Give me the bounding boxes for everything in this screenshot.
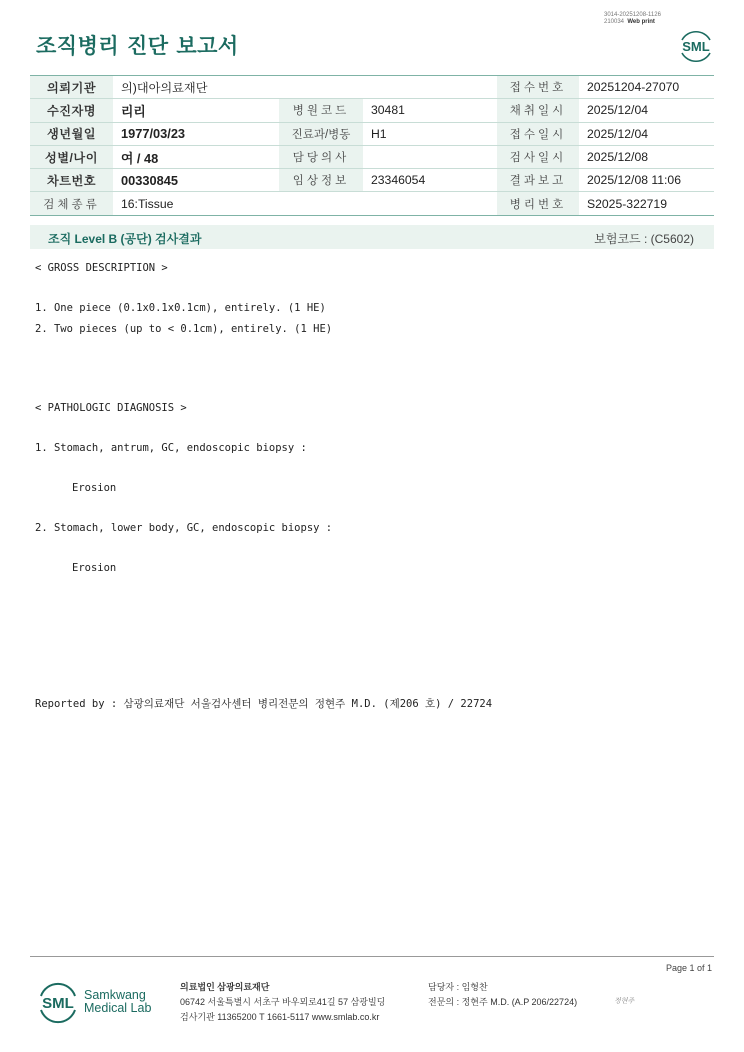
gross-item-2: 2. Two pieces (up to < 0.1cm), entirely. (1 HE) — [35, 323, 333, 335]
diagnosis-header: < PATHOLOGIC DIAGNOSIS > — [35, 402, 187, 414]
info-empty — [279, 192, 363, 215]
info-empty — [363, 192, 497, 215]
info-value: 20251204-27070 — [579, 76, 714, 99]
info-label: 검체종류 — [30, 192, 113, 215]
staff-name: 임형찬 — [461, 982, 488, 992]
reported-by: Reported by : 삼광의료재단 서울검사센터 병리전문의 정현주 M.D. (제206 호) / 22724 — [35, 698, 493, 710]
diagnosis-item-2: 2. Stomach, lower body, GC, endoscopic biopsy : — [35, 522, 333, 534]
result-header-bar — [30, 225, 714, 249]
info-label: 차트번호 — [30, 169, 113, 192]
info-row — [30, 122, 714, 145]
info-value: 16:Tissue — [113, 192, 279, 215]
info-label: 검사일시 — [497, 145, 579, 168]
info-label: 채취일시 — [497, 99, 579, 122]
info-value: S2025-322719 — [579, 192, 714, 215]
org-address: 06742 서울특별시 서초구 바우뫼로41길 57 삼광빌딩 — [180, 997, 386, 1007]
diagnosis-result-1: Erosion — [72, 482, 117, 494]
info-label: 접수번호 — [497, 76, 579, 99]
info-label: 의뢰기관 — [30, 76, 113, 99]
print-code-number: 210034 — [604, 19, 625, 25]
gross-header: < GROSS DESCRIPTION > — [35, 262, 168, 274]
organization-info — [180, 980, 385, 1025]
footer-divider — [30, 956, 714, 957]
info-value: H1 — [363, 122, 497, 145]
web-print-label: Web print — [627, 19, 655, 25]
print-code-line1: 3014-20251208-1126 — [604, 12, 661, 18]
org-name: 의료법인 삼광의료재단 — [180, 982, 270, 992]
info-value: 1977/03/23 — [113, 122, 279, 145]
info-label: 성별/나이 — [30, 145, 113, 168]
info-label: 생년월일 — [30, 122, 113, 145]
result-title: 조직 Level B (공단) 검사결과 — [48, 232, 202, 246]
brand-line-2: Medical Lab — [84, 1001, 152, 1015]
sml-logo-text: SML — [682, 39, 710, 54]
info-value: 30481 — [363, 99, 497, 122]
info-row — [30, 76, 714, 99]
patient-info-table — [30, 75, 714, 216]
info-value: 23346054 — [363, 169, 497, 192]
info-label: 결과보고 — [497, 169, 579, 192]
diagnosis-result-2: Erosion — [72, 562, 117, 574]
gross-item-1: 1. One piece (0.1x0.1x0.1cm), entirely. (1 HE) — [35, 302, 326, 314]
info-value: 여 / 48 — [113, 145, 279, 168]
info-label: 접수일시 — [497, 122, 579, 145]
info-value: 리리 — [113, 99, 279, 122]
info-label: 수진자명 — [30, 99, 113, 122]
page-title: 조직병리 진단 보고서 — [36, 34, 239, 58]
info-label: 진료과/병동 — [279, 122, 363, 145]
info-row — [30, 99, 714, 122]
info-value: 의)대아의료재단 — [113, 76, 279, 99]
sml-logo-text: SML — [42, 995, 74, 1012]
org-contact: 검사기관 11365200 T 1661-5117 www.smlab.co.kr — [180, 1012, 380, 1022]
staff-info — [428, 980, 577, 1010]
info-empty — [363, 76, 497, 99]
signature: 정현주 — [614, 997, 635, 1005]
info-row — [30, 169, 714, 192]
info-label: 담당의사 — [279, 145, 363, 168]
info-label: 병리번호 — [497, 192, 579, 215]
sml-logo-icon — [36, 980, 80, 1024]
page-number: Page 1 of 1 — [665, 963, 712, 973]
brand-name — [84, 989, 151, 1015]
specialist-label: 전문의 : — [428, 997, 460, 1007]
brand-line-1: Samkwang — [84, 988, 146, 1002]
sml-logo-icon — [676, 26, 716, 66]
info-value: 00330845 — [113, 169, 279, 192]
diagnosis-item-1: 1. Stomach, antrum, GC, endoscopic biopsy : — [35, 442, 307, 454]
info-label: 임상정보 — [279, 169, 363, 192]
info-value — [363, 145, 497, 168]
info-value: 2025/12/04 — [579, 99, 714, 122]
info-empty — [279, 76, 363, 99]
specialist-name: 정현주 M.D. (A.P 206/22724) — [461, 997, 578, 1007]
info-label: 병원코드 — [279, 99, 363, 122]
staff-label: 담당자 : — [428, 982, 460, 992]
print-code — [604, 12, 714, 26]
info-row — [30, 145, 714, 168]
info-row — [30, 192, 714, 215]
info-value: 2025/12/04 — [579, 122, 714, 145]
insurance-code: 보험코드 : (C5602) — [594, 232, 694, 246]
info-value: 2025/12/08 11:06 — [579, 169, 714, 192]
info-value: 2025/12/08 — [579, 145, 714, 168]
